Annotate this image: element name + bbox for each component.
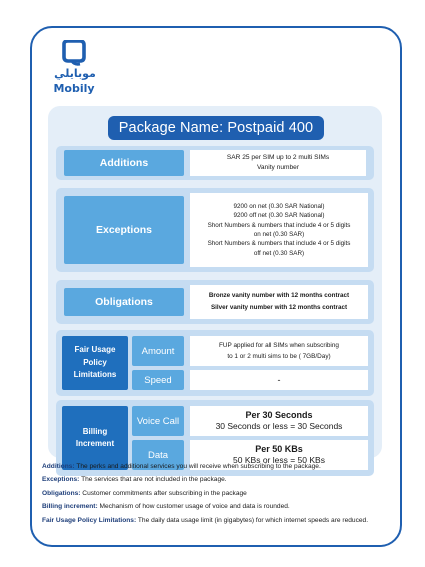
exceptions-line: on net (0.30 SAR) (253, 231, 305, 238)
billing-voice-title: Per 30 Seconds (245, 409, 313, 420)
billing-label-line: Billing (82, 426, 108, 436)
billing-label (62, 406, 128, 470)
brand-name-english: Mobily (53, 82, 95, 95)
billing-label-line: Increment (75, 439, 115, 448)
package-card (30, 26, 402, 547)
obligations-section (56, 280, 374, 324)
definition-term: Additions: (42, 463, 75, 470)
definition-text: The perks and additional services you will receive when subscribing to the package. (74, 463, 321, 470)
additions-line: SAR 25 per SIM up to 2 multi SIMs (226, 154, 330, 162)
definition-term: Fair Usage Policy Limitations: (42, 516, 137, 524)
fup-label-line: Fair Usage (74, 345, 116, 355)
definition-text: Mechanism of how customer usage of voice and data is rounded. (97, 503, 290, 511)
fup-amount-label: Amount (132, 336, 184, 366)
exceptions-value (190, 193, 368, 267)
definition-item (42, 462, 398, 472)
additions-value (190, 150, 366, 176)
fup-label-line: Policy (83, 357, 107, 367)
billing-data-label: Data (132, 440, 184, 470)
additions-section (56, 146, 374, 180)
definition-item (42, 502, 398, 512)
exceptions-section (56, 188, 374, 272)
billing-voice-value (190, 406, 368, 436)
exceptions-label: Exceptions (64, 196, 184, 264)
additions-line: Vanity number (256, 164, 300, 171)
fup-label-line: Limitations (73, 370, 117, 380)
exceptions-line: Short Numbers & numbers that include 4 or 5 digits (207, 240, 351, 248)
fup-amount-value (190, 336, 368, 366)
obligations-line: Bronze vanity number with 12 months contract (208, 292, 350, 300)
billing-data-title: Per 50 KBs (255, 443, 303, 454)
brand-name-arabic: موبايلي (54, 67, 96, 80)
definition-term: Exceptions: (42, 476, 80, 484)
mobily-logo-icon (60, 40, 88, 66)
fup-amount-line: to 1 or 2 multi sims to be ( 7GB/Day) (227, 353, 331, 360)
definitions-list (42, 462, 398, 529)
definition-term: Obligations: (42, 489, 81, 497)
billing-voice-label: Voice Call (132, 406, 184, 436)
definition-item (42, 516, 398, 526)
billing-data-detail: 50 KBs or less = 50 KBs (233, 455, 325, 466)
obligations-value (190, 285, 368, 319)
exceptions-line: off net (0.30 SAR) (253, 249, 305, 257)
package-details-panel (48, 106, 382, 466)
fup-section (56, 330, 374, 396)
package-title: Package Name: Postpaid 400 (108, 116, 324, 140)
billing-voice-detail: 30 Seconds or less = 30 Seconds (215, 421, 343, 432)
fup-label (62, 336, 128, 390)
exceptions-line: Short Numbers & numbers that include 4 or 5 digits (207, 221, 351, 229)
definition-text: The daily data usage limit (in gigabytes) for which internet speeds are reduced. (136, 516, 369, 524)
exceptions-line: 9200 on net (0.30 SAR National) (233, 202, 325, 210)
definition-item (42, 489, 398, 499)
mobily-logo (50, 40, 98, 102)
definition-text: Customer commitments after subscribing in the package (80, 489, 247, 497)
fup-speed-value: - (190, 370, 368, 390)
fup-amount-line: FUP applied for all SIMs when subscribing (219, 341, 339, 349)
additions-label: Additions (64, 150, 184, 176)
definition-text: The services that are not included in the package. (79, 476, 227, 484)
definition-term: Billing increment: (42, 503, 98, 511)
fup-speed-label: Speed (132, 370, 184, 390)
definition-item (42, 475, 398, 485)
exceptions-line: 9200 off net (0.30 SAR National) (233, 212, 325, 220)
obligations-label: Obligations (64, 288, 184, 316)
obligations-line: Silver vanity number with 12 months contract (210, 304, 348, 311)
